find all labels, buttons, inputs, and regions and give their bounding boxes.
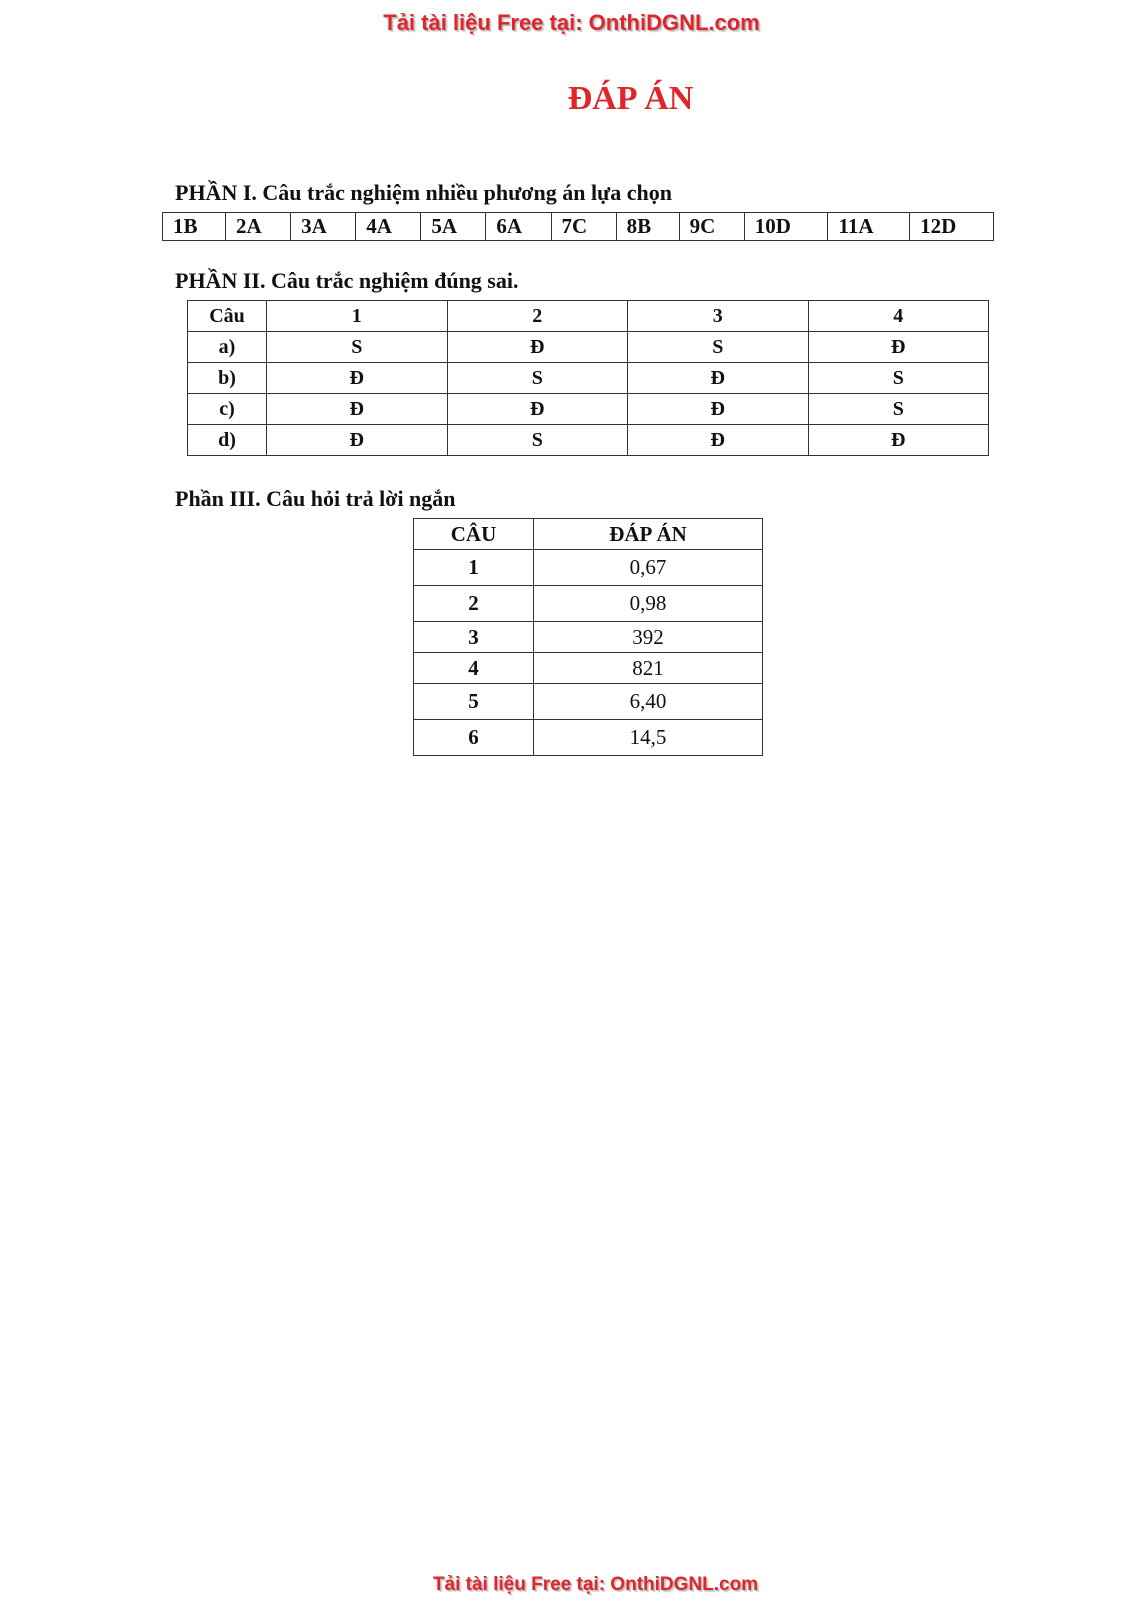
header-cell: CÂU xyxy=(414,519,534,550)
table-cell: S xyxy=(447,425,628,456)
table-row xyxy=(414,720,763,756)
row-label: d) xyxy=(188,425,267,456)
header-cell: Câu xyxy=(188,301,267,332)
answer-cell: 4A xyxy=(356,213,421,241)
table-cell: Đ xyxy=(447,332,628,363)
header-cell: 3 xyxy=(628,301,809,332)
answer-cell: 9C xyxy=(679,213,744,241)
header-cell: ĐÁP ÁN xyxy=(534,519,763,550)
table-cell: Đ xyxy=(267,425,448,456)
table-row xyxy=(188,394,989,425)
watermark-bottom: Tải tài liệu Free tại: OnthiDGNL.com xyxy=(432,1574,759,1595)
question-number: 5 xyxy=(414,684,534,720)
answer-value: 392 xyxy=(534,622,763,653)
table-cell: Đ xyxy=(808,332,989,363)
watermark-top: Tải tài liệu Free tại: OnthiDGNL.com xyxy=(383,10,760,35)
table-row xyxy=(414,684,763,720)
part1-answer-row xyxy=(163,213,994,241)
table-row xyxy=(414,622,763,653)
row-label: c) xyxy=(188,394,267,425)
question-number: 2 xyxy=(414,586,534,622)
question-number: 6 xyxy=(414,720,534,756)
table-row xyxy=(188,332,989,363)
answer-value: 6,40 xyxy=(534,684,763,720)
answer-cell: 3A xyxy=(291,213,356,241)
answer-cell: 11A xyxy=(828,213,910,241)
table-cell: S xyxy=(628,332,809,363)
table-header-row xyxy=(188,301,989,332)
part2-true-false-table xyxy=(187,300,989,456)
table-cell: S xyxy=(267,332,448,363)
table-cell: Đ xyxy=(628,394,809,425)
question-number: 1 xyxy=(414,550,534,586)
table-cell: Đ xyxy=(628,363,809,394)
header-cell: 4 xyxy=(808,301,989,332)
answer-cell: 8B xyxy=(616,213,679,241)
answer-cell: 7C xyxy=(551,213,616,241)
table-row xyxy=(188,425,989,456)
table-row xyxy=(414,586,763,622)
answer-cell: 5A xyxy=(421,213,486,241)
table-cell: Đ xyxy=(628,425,809,456)
part3-heading: Phần III. Câu hỏi trả lời ngắn xyxy=(175,486,456,511)
row-label: b) xyxy=(188,363,267,394)
answer-value: 14,5 xyxy=(534,720,763,756)
row-label: a) xyxy=(188,332,267,363)
part2-heading: PHẦN II. Câu trắc nghiệm đúng sai. xyxy=(175,268,519,293)
table-cell: S xyxy=(447,363,628,394)
table-header-row xyxy=(414,519,763,550)
table-cell: S xyxy=(808,363,989,394)
table-row xyxy=(414,550,763,586)
table-cell: Đ xyxy=(808,425,989,456)
table-cell: Đ xyxy=(447,394,628,425)
question-number: 3 xyxy=(414,622,534,653)
header-cell: 1 xyxy=(267,301,448,332)
answer-value: 821 xyxy=(534,653,763,684)
table-cell: Đ xyxy=(267,394,448,425)
question-number: 4 xyxy=(414,653,534,684)
table-row xyxy=(188,363,989,394)
part1-heading: PHẦN I. Câu trắc nghiệm nhiều phương án lựa chọn xyxy=(175,180,672,205)
answer-cell: 10D xyxy=(744,213,828,241)
answer-value: 0,98 xyxy=(534,586,763,622)
page-title: ĐÁP ÁN xyxy=(567,80,694,117)
table-cell: S xyxy=(808,394,989,425)
part3-short-answer-table xyxy=(413,518,763,756)
table-row xyxy=(414,653,763,684)
answer-cell: 1B xyxy=(163,213,226,241)
header-cell: 2 xyxy=(447,301,628,332)
answer-value: 0,67 xyxy=(534,550,763,586)
answer-cell: 12D xyxy=(910,213,994,241)
part1-answer-table xyxy=(162,212,994,241)
table-cell: Đ xyxy=(267,363,448,394)
answer-cell: 2A xyxy=(226,213,291,241)
answer-cell: 6A xyxy=(486,213,551,241)
